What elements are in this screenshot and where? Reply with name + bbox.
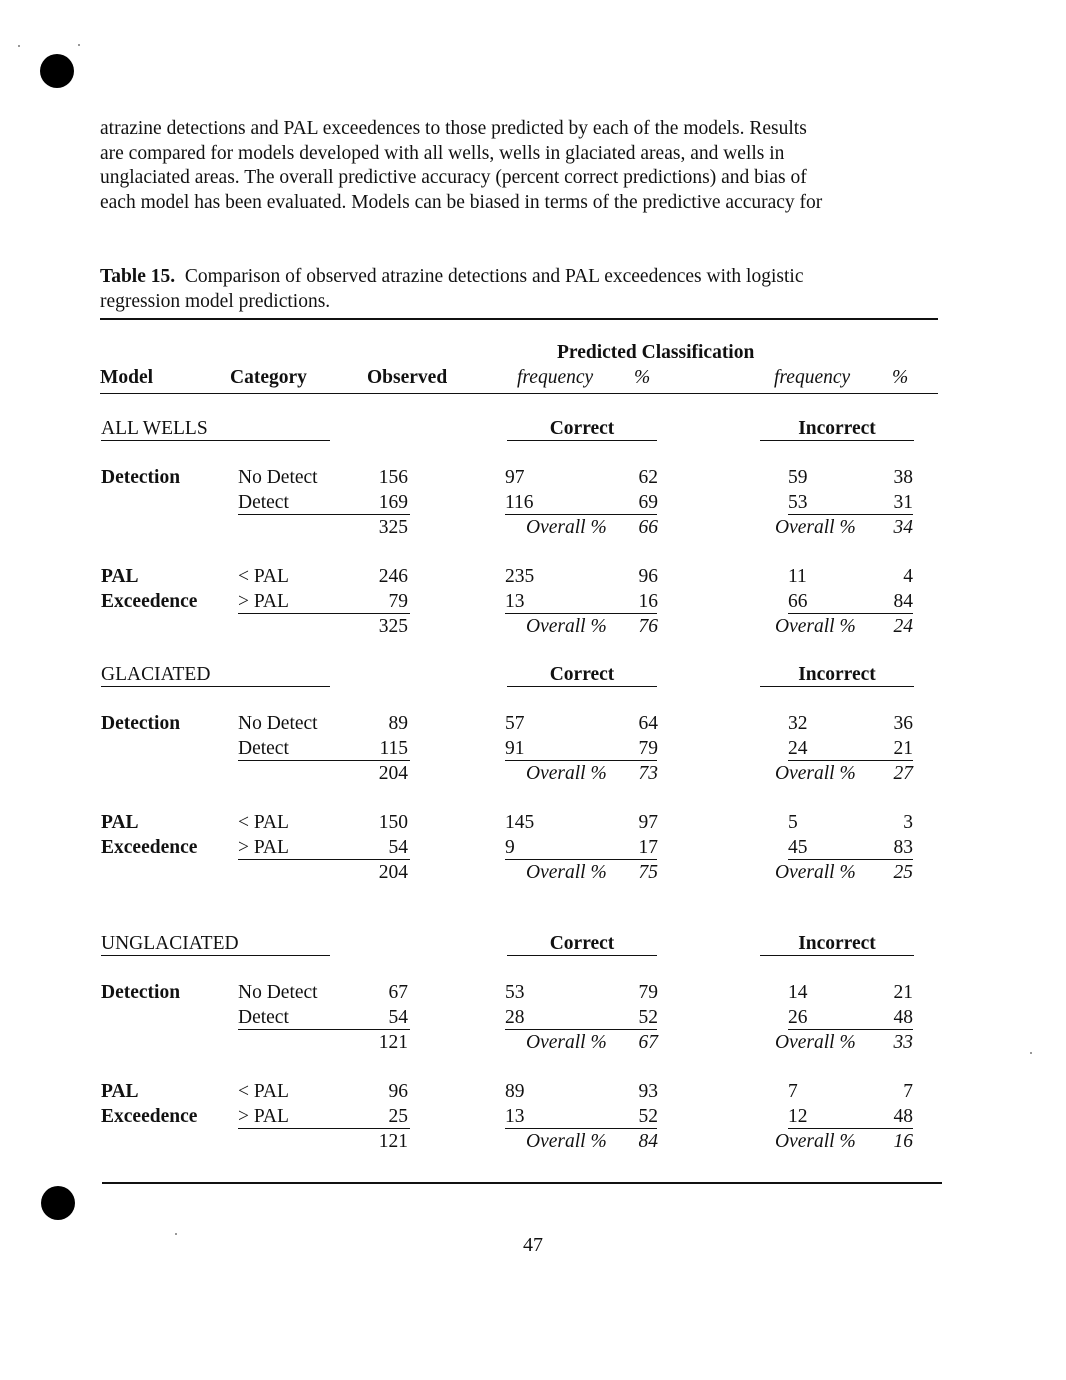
correct-frequency-cell: 145	[505, 812, 535, 833]
model-name: PAL	[101, 1081, 139, 1102]
incorrect-group-header: Incorrect	[760, 664, 914, 687]
incorrect-percent-cell: 7	[903, 1081, 913, 1102]
observed-cell: 246	[378, 566, 408, 587]
correct-percent-cell: 69	[638, 492, 658, 513]
category-cell: No Detect	[238, 467, 318, 488]
incorrect-percent-cell: 38	[893, 467, 913, 488]
model-name: Detection	[101, 982, 181, 1003]
scan-speck	[18, 45, 20, 47]
incorrect-frequency-cell: 53	[788, 492, 913, 515]
incorrect-percent-cell: 31	[893, 492, 913, 513]
correct-overall-cell: 76	[638, 616, 658, 637]
intro-line: each model has been evaluated. Models can be biased in terms of the predictive accuracy for	[100, 191, 823, 213]
incorrect-overall-cell: 27	[893, 763, 913, 784]
observed-cell: 79	[388, 591, 408, 612]
overall-percent-label: Overall %	[775, 862, 856, 883]
incorrect-frequency-cell: 12	[788, 1106, 913, 1129]
category-cell: No Detect	[238, 982, 318, 1003]
correct-percent-cell: 52	[638, 1106, 658, 1127]
model-name: Detection	[101, 467, 181, 488]
incorrect-percent-header: %	[892, 367, 909, 388]
page-number: 47	[523, 1234, 543, 1256]
incorrect-percent-cell: 83	[893, 837, 913, 858]
correct-percent-cell: 16	[638, 591, 658, 612]
observed-cell: 67	[388, 982, 408, 1003]
correct-frequency-cell: 53	[505, 982, 525, 1003]
correct-frequency-cell: 28	[505, 1007, 657, 1030]
incorrect-group-header: Incorrect	[760, 418, 914, 441]
observed-cell: 54	[388, 1007, 408, 1028]
caption-text: Comparison of observed atrazine detections and PAL exceedences with logistic	[184, 266, 804, 287]
observed-total-cell: 325	[378, 616, 408, 637]
table-label: Table 15.	[100, 266, 176, 287]
observed-total-cell: 121	[378, 1131, 408, 1152]
incorrect-frequency-cell: 14	[788, 982, 808, 1003]
section-title: GLACIATED	[101, 664, 330, 687]
incorrect-frequency-cell: 7	[788, 1081, 798, 1102]
scan-speck	[78, 44, 80, 46]
overall-percent-label: Overall %	[775, 1032, 856, 1053]
category-cell: < PAL	[238, 1081, 289, 1102]
overall-percent-label: Overall %	[526, 616, 607, 637]
observed-total-cell: 121	[378, 1032, 408, 1053]
category-cell: Detect	[238, 492, 410, 515]
correct-percent-cell: 62	[638, 467, 658, 488]
model-name: Exceedence	[101, 591, 198, 612]
incorrect-percent-cell: 21	[893, 982, 913, 1003]
correct-percent-cell: 93	[638, 1081, 658, 1102]
category-cell: Detect	[238, 738, 410, 761]
incorrect-overall-cell: 24	[893, 616, 913, 637]
incorrect-percent-cell: 3	[903, 812, 913, 833]
correct-frequency-header: frequency	[517, 367, 594, 388]
overall-percent-label: Overall %	[526, 1032, 607, 1053]
header-rule	[100, 393, 938, 394]
correct-overall-cell: 66	[638, 517, 658, 538]
incorrect-overall-cell: 25	[893, 862, 913, 883]
overall-percent-label: Overall %	[526, 517, 607, 538]
correct-group-header: Correct	[507, 933, 657, 956]
model-column-header: Model	[100, 367, 154, 388]
category-cell: Detect	[238, 1007, 410, 1030]
incorrect-frequency-cell: 32	[788, 713, 808, 734]
incorrect-frequency-cell: 11	[788, 566, 807, 587]
correct-frequency-cell: 13	[505, 591, 657, 614]
correct-percent-cell: 17	[638, 837, 658, 858]
caption-text-line2: regression model predictions.	[100, 290, 331, 312]
correct-frequency-cell: 13	[505, 1106, 657, 1129]
table-bottom-rule	[102, 1182, 942, 1184]
model-name: Exceedence	[101, 1106, 198, 1127]
category-cell: > PAL	[238, 591, 410, 614]
incorrect-percent-cell: 21	[893, 738, 913, 759]
overall-percent-label: Overall %	[775, 517, 856, 538]
incorrect-group-header: Incorrect	[760, 933, 914, 956]
incorrect-overall-cell: 33	[893, 1032, 913, 1053]
incorrect-percent-cell: 48	[893, 1106, 913, 1127]
incorrect-frequency-cell: 5	[788, 812, 798, 833]
observed-total-cell: 325	[378, 517, 408, 538]
overall-percent-label: Overall %	[775, 616, 856, 637]
correct-percent-cell: 97	[638, 812, 658, 833]
model-name: Detection	[101, 713, 181, 734]
correct-frequency-cell: 91	[505, 738, 657, 761]
table-caption	[100, 265, 940, 314]
incorrect-overall-cell: 16	[893, 1131, 913, 1152]
correct-overall-cell: 75	[638, 862, 658, 883]
predicted-classification-header: Predicted Classification	[557, 342, 755, 363]
section-title: UNGLACIATED	[101, 933, 330, 956]
incorrect-frequency-cell: 26	[788, 1007, 913, 1030]
overall-percent-label: Overall %	[526, 1131, 607, 1152]
model-name: Exceedence	[101, 837, 198, 858]
overall-percent-label: Overall %	[526, 862, 607, 883]
observed-total-cell: 204	[378, 862, 408, 883]
correct-frequency-cell: 9	[505, 837, 657, 860]
incorrect-frequency-cell: 24	[788, 738, 913, 761]
incorrect-frequency-cell: 59	[788, 467, 808, 488]
category-cell: < PAL	[238, 812, 289, 833]
category-cell: No Detect	[238, 713, 318, 734]
observed-cell: 54	[388, 837, 408, 858]
observed-column-header: Observed	[367, 367, 448, 388]
intro-line: atrazine detections and PAL exceedences to those predicted by each of the models. Results	[100, 118, 807, 139]
overall-percent-label: Overall %	[775, 763, 856, 784]
overall-percent-label: Overall %	[775, 1131, 856, 1152]
correct-frequency-cell: 116	[505, 492, 657, 515]
intro-line: are compared for models developed with all wells, wells in glaciated areas, and wells in	[100, 142, 785, 164]
incorrect-frequency-cell: 66	[788, 591, 913, 614]
observed-cell: 96	[388, 1081, 408, 1102]
incorrect-percent-cell: 48	[893, 1007, 913, 1028]
section-title: ALL WELLS	[101, 418, 330, 441]
model-name: PAL	[101, 566, 139, 587]
punch-hole-bottom	[41, 1186, 75, 1220]
category-cell: > PAL	[238, 1106, 410, 1129]
correct-frequency-cell: 235	[505, 566, 535, 587]
observed-cell: 25	[388, 1106, 408, 1127]
observed-cell: 115	[379, 738, 408, 759]
correct-percent-cell: 79	[638, 982, 658, 1003]
observed-total-cell: 204	[378, 763, 408, 784]
correct-percent-cell: 96	[638, 566, 658, 587]
correct-percent-header: %	[634, 367, 651, 388]
category-column-header: Category	[230, 367, 307, 388]
correct-overall-cell: 84	[638, 1131, 658, 1152]
model-name: PAL	[101, 812, 139, 833]
correct-frequency-cell: 89	[505, 1081, 525, 1102]
incorrect-percent-cell: 84	[893, 591, 913, 612]
observed-cell: 156	[378, 467, 408, 488]
incorrect-percent-cell: 4	[903, 566, 913, 587]
correct-frequency-cell: 97	[505, 467, 525, 488]
punch-hole-top	[40, 54, 74, 88]
correct-percent-cell: 79	[638, 738, 658, 759]
incorrect-frequency-cell: 45	[788, 837, 913, 860]
incorrect-percent-cell: 36	[893, 713, 913, 734]
correct-group-header: Correct	[507, 664, 657, 687]
category-cell: > PAL	[238, 837, 410, 860]
incorrect-frequency-header: frequency	[774, 367, 851, 388]
table-top-rule	[100, 318, 938, 320]
intro-line: unglaciated areas. The overall predictive accuracy (percent correct predictions) and bias of	[100, 167, 807, 188]
observed-cell: 150	[378, 812, 408, 833]
intro-paragraph	[100, 117, 940, 215]
correct-group-header: Correct	[507, 418, 657, 441]
category-cell: < PAL	[238, 566, 289, 587]
overall-percent-label: Overall %	[526, 763, 607, 784]
correct-frequency-cell: 57	[505, 713, 525, 734]
correct-percent-cell: 64	[638, 713, 658, 734]
incorrect-overall-cell: 34	[893, 517, 913, 538]
scan-speck	[1030, 1052, 1032, 1054]
correct-overall-cell: 73	[638, 763, 658, 784]
observed-cell: 89	[388, 713, 408, 734]
correct-overall-cell: 67	[638, 1032, 658, 1053]
observed-cell: 169	[378, 492, 408, 513]
correct-percent-cell: 52	[638, 1007, 658, 1028]
